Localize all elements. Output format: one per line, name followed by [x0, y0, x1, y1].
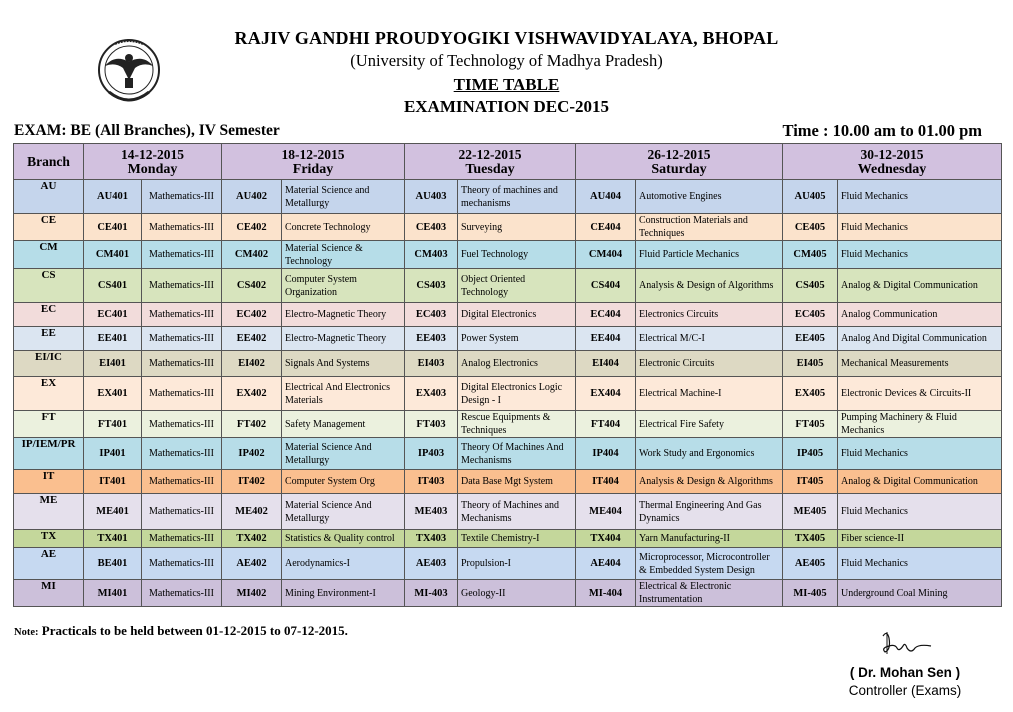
subject-code: AU404	[576, 180, 636, 214]
table-row	[14, 269, 1002, 303]
subject-code: CM403	[405, 241, 458, 269]
table-row	[14, 214, 1002, 241]
note-text: Practicals to be held between 01-12-2015 to 07-12-2015.	[41, 623, 348, 638]
subject-name: Material Science & Technology	[282, 241, 405, 269]
subject-code: CS401	[84, 269, 142, 303]
subject-code: AE404	[576, 548, 636, 580]
subject-name: Digital Electronics	[458, 303, 576, 327]
subject-name: Computer System Organization	[282, 269, 405, 303]
subject-name: Fuel Technology	[458, 241, 576, 269]
note-label: Note:	[14, 627, 39, 638]
subject-name: Mathematics-III	[142, 180, 222, 214]
subject-code: IP403	[405, 438, 458, 470]
table-row	[14, 470, 1002, 494]
table-row	[14, 580, 1002, 607]
subject-code: TX404	[576, 530, 636, 548]
subject-name: Mathematics-III	[142, 377, 222, 411]
subject-name: Digital Electronics Logic Design - I	[458, 377, 576, 411]
subject-code: EI401	[84, 351, 142, 377]
table-row	[14, 377, 1002, 411]
subject-name: Fluid Mechanics	[838, 180, 1002, 214]
subject-code: EE402	[222, 327, 282, 351]
subject-code: IT405	[783, 470, 838, 494]
subject-code: TX401	[84, 530, 142, 548]
branch-cell: AE	[14, 548, 84, 580]
subject-name: Geology-II	[458, 580, 576, 607]
subject-code: EI405	[783, 351, 838, 377]
subject-name: Automotive Engines	[636, 180, 783, 214]
subject-name: Signals And Systems	[282, 351, 405, 377]
subject-name: Mathematics-III	[142, 241, 222, 269]
subject-name: Fiber science-II	[838, 530, 1002, 548]
subject-code: CS404	[576, 269, 636, 303]
day-header: 18-12-2015 Friday	[222, 144, 405, 180]
subject-name: Construction Materials and Techniques	[636, 214, 783, 241]
subject-name: Analog & Digital Communication	[838, 470, 1002, 494]
subject-code: AE405	[783, 548, 838, 580]
timetable-body	[14, 180, 1002, 607]
subject-code: EI402	[222, 351, 282, 377]
subject-name: Work Study and Ergonomics	[636, 438, 783, 470]
subject-code: ME405	[783, 494, 838, 530]
subject-code: IP405	[783, 438, 838, 470]
subject-code: IT402	[222, 470, 282, 494]
subject-code: EX404	[576, 377, 636, 411]
subject-code: TX405	[783, 530, 838, 548]
subject-name: Propulsion-I	[458, 548, 576, 580]
branch-cell: CS	[14, 269, 84, 303]
subject-name: Mathematics-III	[142, 470, 222, 494]
subject-name: Theory of Machines and Mechanisms	[458, 494, 576, 530]
timetable	[13, 143, 1002, 607]
branch-cell: EX	[14, 377, 84, 411]
subject-code: ME403	[405, 494, 458, 530]
subject-code: EC404	[576, 303, 636, 327]
subject-code: AU405	[783, 180, 838, 214]
subject-code: FT403	[405, 411, 458, 438]
subject-code: TX402	[222, 530, 282, 548]
subject-name: Mathematics-III	[142, 548, 222, 580]
table-row	[14, 494, 1002, 530]
subject-code: EC401	[84, 303, 142, 327]
subject-name: Mathematics-III	[142, 269, 222, 303]
subject-code: FT405	[783, 411, 838, 438]
subject-name: Thermal Engineering And Gas Dynamics	[636, 494, 783, 530]
subject-code: MI-404	[576, 580, 636, 607]
subject-name: Fluid Particle Mechanics	[636, 241, 783, 269]
subject-name: Data Base Mgt System	[458, 470, 576, 494]
subject-name: Statistics & Quality control	[282, 530, 405, 548]
subject-code: MI-403	[405, 580, 458, 607]
subject-name: Material Science And Metallurgy	[282, 438, 405, 470]
exam-label: EXAM: BE (All Branches), IV Semester	[14, 122, 280, 139]
table-row	[14, 241, 1002, 269]
subject-code: BE401	[84, 548, 142, 580]
subject-name: Rescue Equipments & Techniques	[458, 411, 576, 438]
subject-code: CS402	[222, 269, 282, 303]
table-row	[14, 327, 1002, 351]
subject-code: MI-405	[783, 580, 838, 607]
subject-name: Mathematics-III	[142, 530, 222, 548]
subject-name: Mathematics-III	[142, 438, 222, 470]
subject-name: Electrical M/C-I	[636, 327, 783, 351]
subject-name: Aerodynamics-I	[282, 548, 405, 580]
subject-name: Electrical Fire Safety	[636, 411, 783, 438]
signature-icon	[875, 628, 935, 660]
subject-name: Analysis & Design of Algorithms	[636, 269, 783, 303]
subject-code: EI403	[405, 351, 458, 377]
subject-name: Electrical And Electronics Materials	[282, 377, 405, 411]
subject-code: IP404	[576, 438, 636, 470]
branch-cell: ME	[14, 494, 84, 530]
subject-name: Material Science And Metallurgy	[282, 494, 405, 530]
subject-code: AE402	[222, 548, 282, 580]
subject-code: CM404	[576, 241, 636, 269]
subject-code: CS403	[405, 269, 458, 303]
subject-code: IT404	[576, 470, 636, 494]
branch-cell: CM	[14, 241, 84, 269]
subject-name: Electrical & Electronic Instrumentation	[636, 580, 783, 607]
subject-code: IT403	[405, 470, 458, 494]
subject-name: Computer System Org	[282, 470, 405, 494]
subject-name: Object Oriented Technology	[458, 269, 576, 303]
subject-name: Electronic Devices & Circuits-II	[838, 377, 1002, 411]
subject-code: EC402	[222, 303, 282, 327]
subject-code: CE403	[405, 214, 458, 241]
branch-cell: TX	[14, 530, 84, 548]
subject-code: FT404	[576, 411, 636, 438]
subject-name: Electronics Circuits	[636, 303, 783, 327]
signatory-name: ( Dr. Mohan Sen )	[849, 665, 961, 680]
day-header: 22-12-2015 Tuesday	[405, 144, 576, 180]
subject-name: Yarn Manufacturing-II	[636, 530, 783, 548]
subject-code: AU403	[405, 180, 458, 214]
subject-name: Analog Communication	[838, 303, 1002, 327]
subject-code: CM402	[222, 241, 282, 269]
subject-code: IP401	[84, 438, 142, 470]
subject-name: Electro-Magnetic Theory	[282, 327, 405, 351]
subject-code: TX403	[405, 530, 458, 548]
subject-code: IP402	[222, 438, 282, 470]
subject-code: EC403	[405, 303, 458, 327]
subject-name: Mechanical Measurements	[838, 351, 1002, 377]
subject-code: FT402	[222, 411, 282, 438]
header-row	[14, 144, 1002, 180]
subject-code: ME404	[576, 494, 636, 530]
branch-cell: IP/IEM/PR	[14, 438, 84, 470]
subject-code: FT401	[84, 411, 142, 438]
note	[14, 623, 348, 639]
subject-name: Analog & Digital Communication	[838, 269, 1002, 303]
subject-name: Analysis & Design & Algorithms	[636, 470, 783, 494]
time-label: Time : 10.00 am to 01.00 pm	[782, 121, 982, 140]
table-row	[14, 438, 1002, 470]
subject-code: CM405	[783, 241, 838, 269]
subject-code: ME401	[84, 494, 142, 530]
subject-name: Fluid Mechanics	[838, 548, 1002, 580]
subject-name: Surveying	[458, 214, 576, 241]
subject-name: Underground Coal Mining	[838, 580, 1002, 607]
table-row	[14, 180, 1002, 214]
university-subtitle: (University of Technology of Madhya Pradesh)	[350, 51, 663, 70]
subject-code: EE403	[405, 327, 458, 351]
university-name: RAJIV GANDHI PROUDYOGIKI VISHWAVIDYALAYA, BHOPAL	[234, 28, 779, 48]
subject-code: EI404	[576, 351, 636, 377]
subject-name: Mathematics-III	[142, 351, 222, 377]
branch-cell: EI/IC	[14, 351, 84, 377]
subject-code: CM401	[84, 241, 142, 269]
subject-code: IT401	[84, 470, 142, 494]
subject-name: Mathematics-III	[142, 327, 222, 351]
subject-code: CE405	[783, 214, 838, 241]
subject-code: ME402	[222, 494, 282, 530]
day-header: 30-12-2015 Wednesday	[783, 144, 1002, 180]
subject-code: MI402	[222, 580, 282, 607]
subject-code: CS405	[783, 269, 838, 303]
branch-cell: EC	[14, 303, 84, 327]
subject-name: Electro-Magnetic Theory	[282, 303, 405, 327]
subject-code: AU402	[222, 180, 282, 214]
signatory-title: Controller (Exams)	[848, 683, 962, 698]
subject-code: EC405	[783, 303, 838, 327]
subject-name: Pumping Machinery & Fluid Mechanics	[838, 411, 1002, 438]
subject-name: Mathematics-III	[142, 494, 222, 530]
table-row	[14, 303, 1002, 327]
subject-code: EE401	[84, 327, 142, 351]
subject-name: Textile Chemistry-I	[458, 530, 576, 548]
table-row	[14, 411, 1002, 438]
subject-code: MI401	[84, 580, 142, 607]
subject-name: Electronic Circuits	[636, 351, 783, 377]
branch-cell: CE	[14, 214, 84, 241]
branch-cell: FT	[14, 411, 84, 438]
subject-name: Theory of machines and mechanisms	[458, 180, 576, 214]
subject-name: Electrical Machine-I	[636, 377, 783, 411]
table-row	[14, 530, 1002, 548]
branch-cell: MI	[14, 580, 84, 607]
subject-code: EX401	[84, 377, 142, 411]
branch-header: Branch	[14, 144, 84, 180]
document-title: TIME TABLE	[453, 75, 560, 94]
subject-name: Mathematics-III	[142, 411, 222, 438]
day-header: 26-12-2015 Saturday	[576, 144, 783, 180]
subject-name: Fluid Mechanics	[838, 241, 1002, 269]
subject-name: Mathematics-III	[142, 214, 222, 241]
subject-name: Mathematics-III	[142, 580, 222, 607]
subject-code: CE404	[576, 214, 636, 241]
exam-session: EXAMINATION DEC-2015	[403, 97, 610, 116]
branch-cell: IT	[14, 470, 84, 494]
table-row	[14, 351, 1002, 377]
subject-name: Fluid Mechanics	[838, 494, 1002, 530]
subject-code: AU401	[84, 180, 142, 214]
subject-name: Fluid Mechanics	[838, 214, 1002, 241]
subject-code: EE405	[783, 327, 838, 351]
subject-code: EE404	[576, 327, 636, 351]
subject-name: Concrete Technology	[282, 214, 405, 241]
branch-cell: EE	[14, 327, 84, 351]
subject-name: Microprocessor, Microcontroller & Embedded System Design	[636, 548, 783, 580]
branch-cell: AU	[14, 180, 84, 214]
subject-name: Mathematics-III	[142, 303, 222, 327]
day-header: 14-12-2015 Monday	[84, 144, 222, 180]
subject-name: Analog And Digital Communication	[838, 327, 1002, 351]
subject-code: CE401	[84, 214, 142, 241]
subject-code: EX405	[783, 377, 838, 411]
subject-name: Material Science and Metallurgy	[282, 180, 405, 214]
table-row	[14, 548, 1002, 580]
subject-name: Theory Of Machines And Mechanisms	[458, 438, 576, 470]
subject-code: EX402	[222, 377, 282, 411]
subject-name: Power System	[458, 327, 576, 351]
subject-name: Analog Electronics	[458, 351, 576, 377]
subject-name: Fluid Mechanics	[838, 438, 1002, 470]
subject-name: Safety Management	[282, 411, 405, 438]
subject-code: CE402	[222, 214, 282, 241]
subject-name: Mining Environment-I	[282, 580, 405, 607]
subject-code: AE403	[405, 548, 458, 580]
subject-code: EX403	[405, 377, 458, 411]
